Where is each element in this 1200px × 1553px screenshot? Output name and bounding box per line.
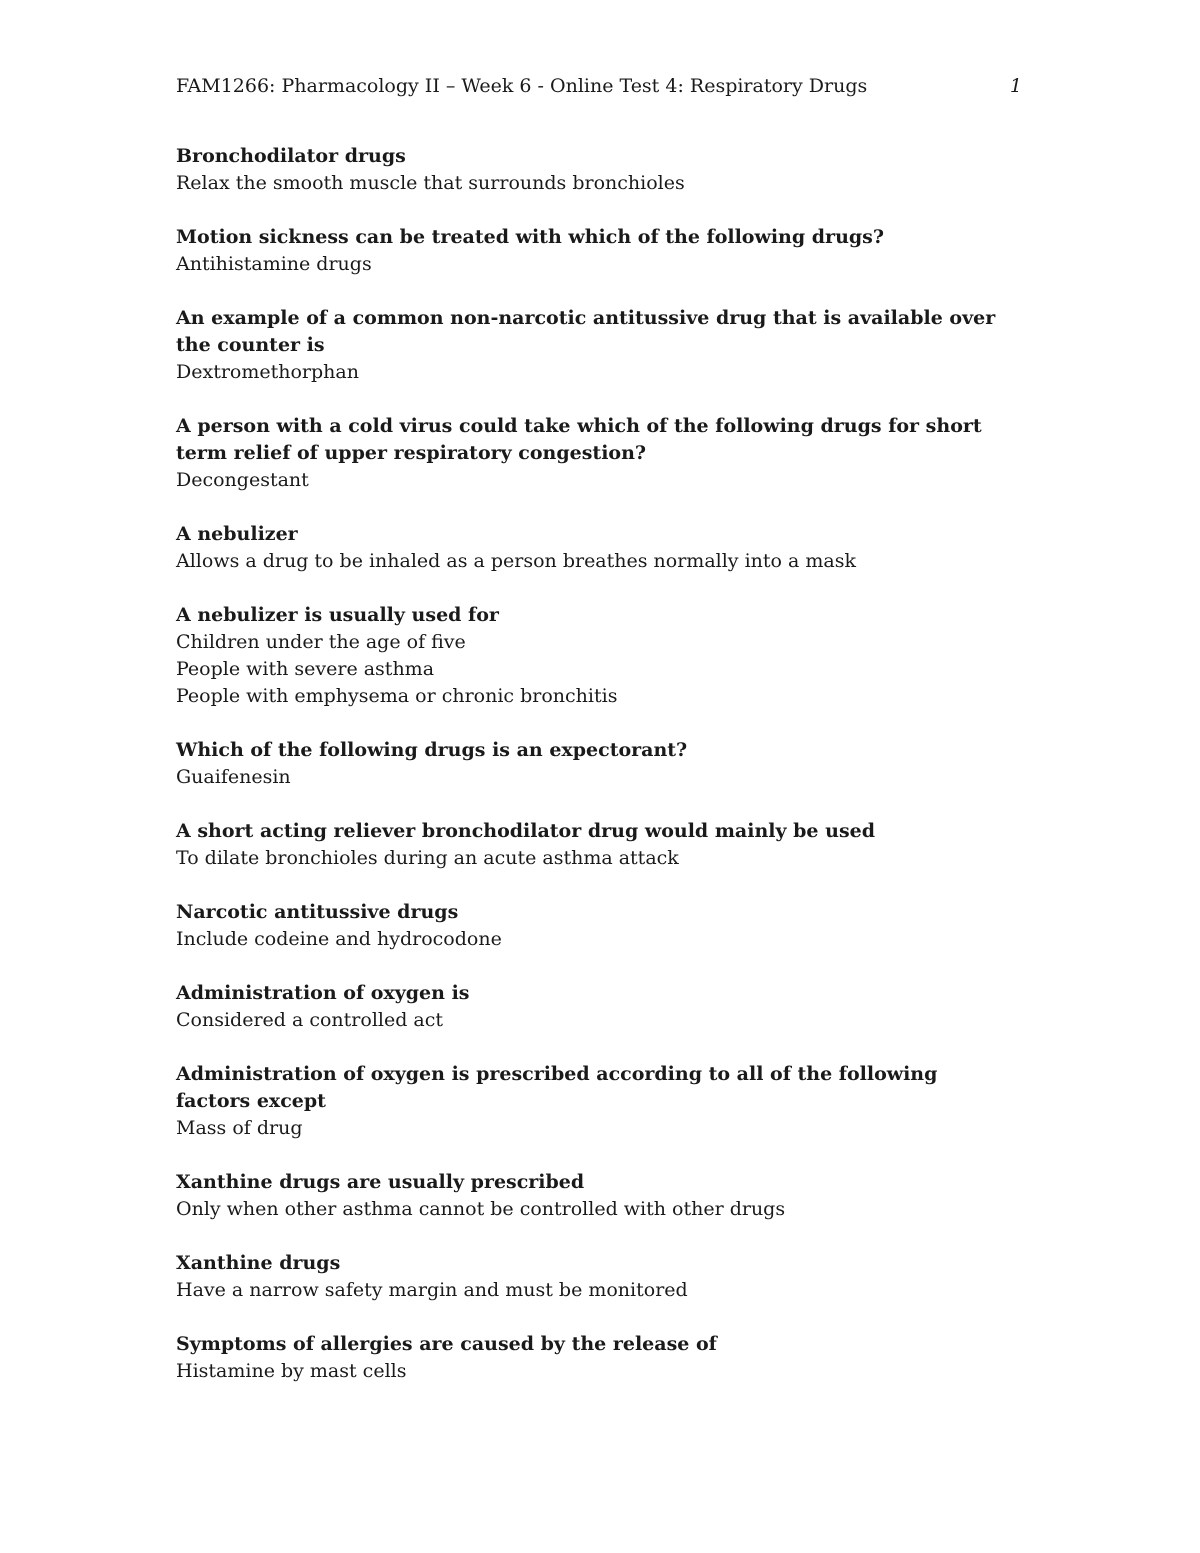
question: Motion sickness can be treated with which of the following drugs? <box>176 226 884 248</box>
qa-item <box>176 980 1006 1034</box>
question: A nebulizer <box>176 523 298 545</box>
qa-item <box>176 737 1006 791</box>
answer: Antihistamine drugs <box>176 253 372 275</box>
qa-item <box>176 1169 1006 1223</box>
qa-list <box>176 143 1006 1412</box>
qa-item <box>176 899 1006 953</box>
answer: Histamine by mast cells <box>176 1360 407 1382</box>
answer: Dextromethorphan <box>176 361 359 383</box>
answer: Guaifenesin <box>176 766 291 788</box>
qa-item <box>176 602 1006 710</box>
answer: Include codeine and hydrocodone <box>176 928 502 950</box>
answer: Relax the smooth muscle that surrounds bronchioles <box>176 172 685 194</box>
page-number: 1 <box>1009 75 1022 97</box>
answer: Only when other asthma cannot be controlled with other drugs <box>176 1198 786 1220</box>
question: A short acting reliever bronchodilator drug would mainly be used <box>176 820 876 842</box>
answer: Allows a drug to be inhaled as a person breathes normally into a mask <box>176 550 856 572</box>
answer: Mass of drug <box>176 1117 303 1139</box>
answer: Considered a controlled act <box>176 1009 444 1031</box>
answer: People with emphysema or chronic bronchitis <box>176 685 618 707</box>
question: A person with a cold virus could take which of the following drugs for short term relief of upper respiratory congestion? <box>176 415 982 464</box>
question: A nebulizer is usually used for <box>176 604 499 626</box>
qa-item <box>176 1331 1006 1385</box>
question: An example of a common non-narcotic antitussive drug that is available over the counter is <box>176 307 996 356</box>
question: Xanthine drugs <box>176 1252 341 1274</box>
qa-item <box>176 413 1006 494</box>
question: Xanthine drugs are usually prescribed <box>176 1171 585 1193</box>
page-header <box>176 72 1022 100</box>
qa-item <box>176 818 1006 872</box>
qa-item <box>176 1250 1006 1304</box>
question: Narcotic antitussive drugs <box>176 901 459 923</box>
question: Which of the following drugs is an expectorant? <box>176 739 688 761</box>
qa-item <box>176 1061 1006 1142</box>
header-title: FAM1266: Pharmacology II – Week 6 - Online Test 4: Respiratory Drugs <box>176 75 868 97</box>
qa-item <box>176 305 1006 386</box>
question: Administration of oxygen is <box>176 982 470 1004</box>
answer: To dilate bronchioles during an acute asthma attack <box>176 847 679 869</box>
qa-item <box>176 521 1006 575</box>
qa-item <box>176 224 1006 278</box>
answer: Have a narrow safety margin and must be monitored <box>176 1279 688 1301</box>
answer: Decongestant <box>176 469 309 491</box>
question: Administration of oxygen is prescribed according to all of the following factors except <box>176 1063 938 1112</box>
qa-item <box>176 143 1006 197</box>
answer: Children under the age of five <box>176 631 466 653</box>
question: Symptoms of allergies are caused by the release of <box>176 1333 717 1355</box>
question: Bronchodilator drugs <box>176 145 406 167</box>
answer: People with severe asthma <box>176 658 435 680</box>
